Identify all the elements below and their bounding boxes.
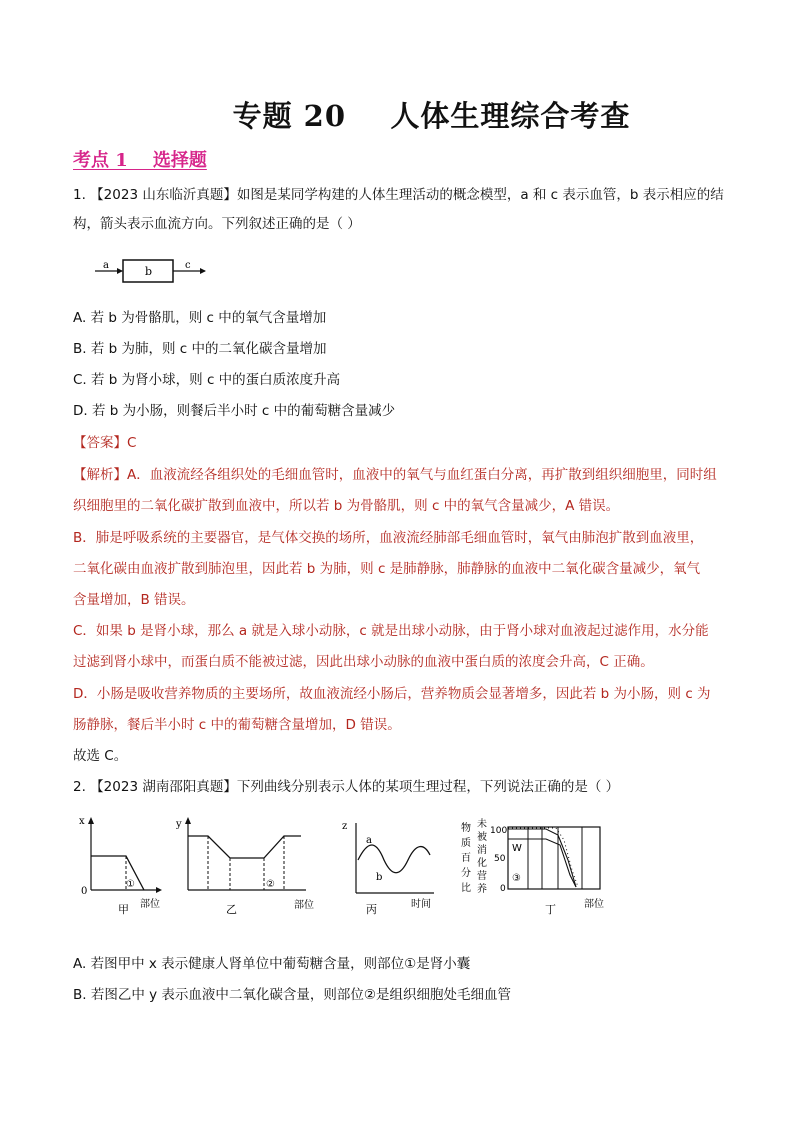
ding-tick-50: 50 <box>494 854 506 864</box>
yi-x-label: 部位 <box>294 900 314 911</box>
bing-y-label: z <box>342 821 348 832</box>
yi-label: 乙 <box>226 903 237 915</box>
q2-curve-figures <box>76 815 616 915</box>
q1-option-c: C. 若 b 为肾小球，则 c 中的蛋白质浓度升高 <box>73 372 341 388</box>
q1-analysis-line: 织细胞里的二氧化碳扩散到血液中，所以若 b 为骨骼肌，则 c 中的氧气含量减少，A 错误。 <box>73 498 620 514</box>
svg-text:营: 营 <box>477 871 487 882</box>
q1-analysis-line: 过滤到肾小球中，而蛋白质不能被过滤，因此出球小动脉的血液中蛋白质的浓度会升高，C 正确。 <box>73 654 654 670</box>
svg-text:质: 质 <box>461 838 471 849</box>
jia-origin: 0 <box>81 886 88 897</box>
arrow-c-head <box>200 268 206 274</box>
yi-y-label: y <box>176 819 182 830</box>
label-c: c <box>185 260 191 271</box>
ding-marker: ③ <box>512 873 521 884</box>
ding-label: 丁 <box>545 903 556 915</box>
page-title: 专题 20 人体生理综合考查 <box>232 99 631 133</box>
jia-y-label: x <box>79 816 85 827</box>
ding-y-left: 物 <box>461 823 471 834</box>
q1-answer: 【答案】C <box>73 435 137 451</box>
label-a: a <box>103 260 109 271</box>
q1-option-d: D. 若 b 为小肠，则餐后半小时 c 中的葡萄糖含量减少 <box>73 403 396 419</box>
q1-analysis-line: 【解析】A．血液流经各组织处的毛细血管时，血液中的氧气与血红蛋白分离，再扩散到组织细胞里，同时组 <box>73 467 717 483</box>
svg-text:养: 养 <box>477 884 487 895</box>
q1-stem-line1: 1. 【2023 山东临沂真题】如图是某同学构建的人体生理活动的概念模型，a 和 c 表示血管，b 表示相应的结 <box>73 187 724 203</box>
figure-ding <box>461 817 604 915</box>
arrow-a-head <box>117 268 123 274</box>
q1-stem-line2: 构，箭头表示血流方向。下列叙述正确的是（ ） <box>73 216 361 232</box>
ding-y-right: 未 <box>477 819 487 830</box>
figure-yi <box>175 817 314 915</box>
bing-b-label: b <box>376 872 383 883</box>
q2-option-a: A. 若图甲中 x 表示健康人肾单位中葡萄糖含量，则部位①是肾小囊 <box>73 956 471 972</box>
jia-marker: ① <box>126 879 135 890</box>
svg-text:分: 分 <box>461 868 471 879</box>
bing-label: 丙 <box>366 903 377 915</box>
q1-analysis-line: 二氧化碳由血液扩散到肺泡里，因此若 b 为肺，则 c 是肺静脉，肺静脉的血液中二氧化碳含量减少，氧气 <box>73 561 701 577</box>
svg-text:化: 化 <box>477 858 487 869</box>
yi-marker: ② <box>266 879 275 890</box>
q1-option-a: A. 若 b 为骨骼肌，则 c 中的氧气含量增加 <box>73 310 327 326</box>
q1-analysis-line: 含量增加，B 错误。 <box>73 592 195 608</box>
svg-text:百: 百 <box>461 853 471 864</box>
ding-w-label: W <box>512 843 522 854</box>
svg-text:被: 被 <box>477 832 487 843</box>
q2-option-b: B. 若图乙中 y 表示血液中二氧化碳含量，则部位②是组织细胞处毛细血管 <box>73 987 512 1003</box>
q1-conclusion: 故选 C。 <box>73 748 128 764</box>
svg-text:比: 比 <box>461 883 471 894</box>
q1-concept-diagram <box>95 258 215 284</box>
label-b: b <box>145 265 153 278</box>
q2-stem: 2. 【2023 湖南邵阳真题】下列曲线分别表示人体的某项生理过程，下列说法正确的是（ ） <box>73 779 620 795</box>
jia-label: 甲 <box>118 903 129 915</box>
ding-tick-0: 0 <box>500 884 506 894</box>
jia-x-label: 部位 <box>140 899 160 910</box>
q1-analysis-line: D．小肠是吸收营养物质的主要场所，故血液流经小肠后，营养物质会显著增多，因此若 b 为小肠，则 c 为 <box>73 686 711 702</box>
q1-analysis-line: C．如果 b 是肾小球，那么 a 就是入球小动脉，c 就是出球小动脉，由于肾小球对血液起过滤作用，水分能 <box>73 623 709 639</box>
bing-a-label: a <box>366 835 372 846</box>
ding-tick-100: 100 <box>490 826 508 836</box>
figure-bing <box>342 821 434 915</box>
bing-x-label: 时间 <box>411 899 431 910</box>
ding-x-label: 部位 <box>584 899 604 910</box>
svg-text:消: 消 <box>477 845 487 856</box>
q1-option-b: B. 若 b 为肺，则 c 中的二氧化碳含量增加 <box>73 341 327 357</box>
section-heading: 考点 1 选择题 <box>73 150 207 171</box>
q1-analysis-line: 肠静脉，餐后半小时 c 中的葡萄糖含量增加，D 错误。 <box>73 717 401 733</box>
figure-jia <box>79 816 162 915</box>
q1-analysis-line: B．肺是呼吸系统的主要器官，是气体交换的场所，血液流经肺部毛细血管时，氧气由肺泡扩散到血液里， <box>73 530 704 546</box>
